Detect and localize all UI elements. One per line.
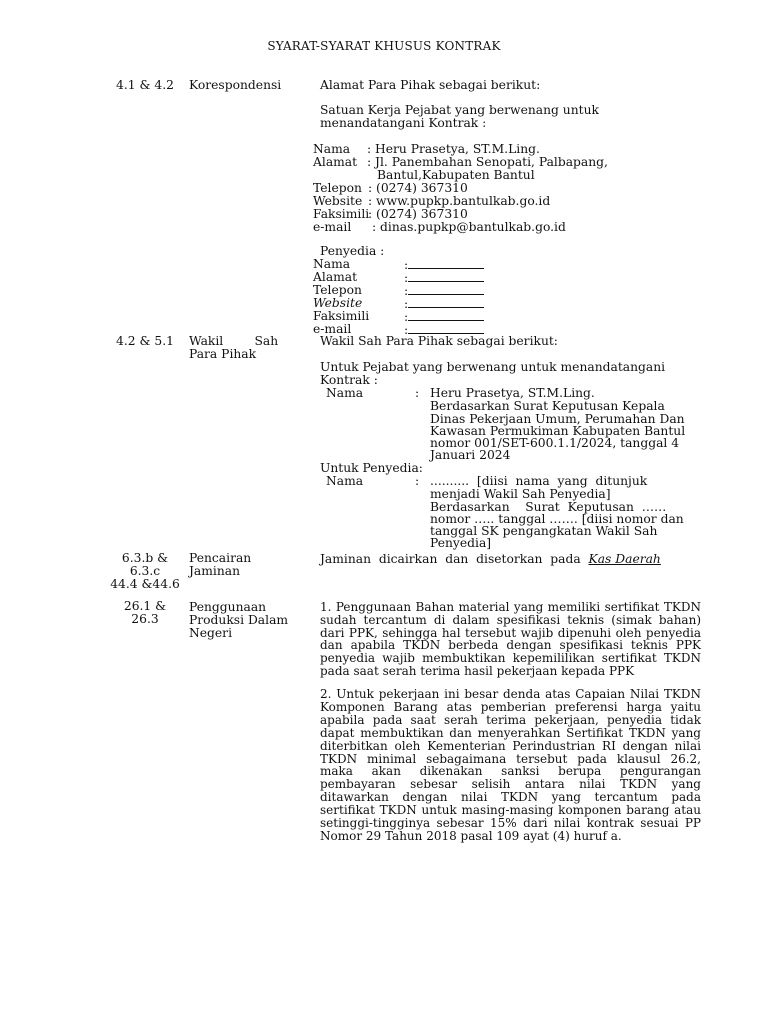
ppk-telepon-value: : (0274) 367310 (368, 181, 468, 195)
wakil-penyedia-line: menjadi Wakil Sah Penyedia] (430, 487, 611, 501)
ppk-alamat-label: Alamat (313, 155, 358, 169)
clause-number: 6.3.b & (121, 551, 169, 565)
ppk-nama-label: Nama (313, 142, 351, 156)
wakil-penyedia-line: .......... [diisi nama yang ditunjuk (430, 474, 648, 488)
wakil-ppk-basis: Januari 2024 (430, 448, 511, 462)
wakil-ppk-basis: nomor 001/SET-600.1.1/2024, tanggal 4 (430, 436, 680, 450)
clause-label: Korespondensi (189, 78, 282, 92)
wakil-colon: : (415, 474, 420, 488)
clause-number: 6.3.c (129, 564, 161, 578)
clause-label: Jaminan (189, 564, 241, 578)
wakil-ppk-name: Heru Prasetya, ST.M.Ling. (430, 386, 595, 400)
clause-number: 44.4 &44.6 (110, 577, 180, 591)
penyedia-website-label: Website (313, 296, 363, 310)
ppk-website-value: : www.pupkp.bantulkab.go.id (368, 194, 551, 208)
penyedia-alamat-label: Alamat (313, 270, 358, 284)
clause-label: Para Pihak (189, 347, 257, 361)
tkdn-paragraph-1: 1. Penggunaan Bahan material yang memiliki sertifikat TKDN sudah tercantum di dalam spesifikasi teknis (simak bahan) dari PPK, sehingga hal tersebut wajib dipenuhi oleh penyedia dan apabila TKDN berbeda dengan spesifikasi teknis PPK penyedia wajib membuktikan kepemililikan sertifikat TKDN pada saat serah terima hasil pekerjaan kepada PPK (320, 600, 701, 678)
wakil-ppk-line: Untuk Pejabat yang berwenang untuk menandatangani (320, 360, 666, 374)
blank-field: : (404, 271, 484, 285)
clause-number: 26.1 & (123, 599, 167, 613)
ppk-email-value: : dinas.pupkp@bantulkab.go.id (372, 220, 566, 234)
ppk-email-label: e-mail (313, 220, 352, 234)
penyedia-heading: Penyedia : (320, 244, 385, 258)
clause-label: Wakil Sah (189, 334, 279, 348)
ppk-faksimili-label: Faksimili (313, 207, 370, 221)
kas-daerah: Kas Daerah (588, 552, 661, 566)
clause-label: Negeri (189, 626, 232, 640)
ppk-alamat-value: Bantul,Kabupaten Bantul (377, 168, 535, 182)
wakil-ppk-basis: Dinas Pekerjaan Umum, Perumahan Dan (430, 412, 685, 426)
blank-field: : (404, 310, 484, 324)
wakil-penyedia-line: nomor ….. tanggal ……. [diisi nomor dan (430, 512, 684, 526)
penyedia-email-label: e-mail (313, 322, 352, 336)
wakil-penyedia-line: tanggal SK pengangkatan Wakil Sah (430, 524, 658, 538)
clause-label: Penggunaan (189, 600, 267, 614)
blank-field: : (404, 284, 484, 298)
penyedia-faksimili-label: Faksimili (313, 309, 370, 323)
wakil-ppk-line: Kontrak : (320, 373, 378, 387)
wakil-penyedia-line: Penyedia] (430, 536, 492, 550)
blank-field: : (404, 258, 484, 272)
ppk-nama-value: : Heru Prasetya, ST.M.Ling. (367, 142, 540, 156)
wakil-nama-label: Nama (326, 386, 364, 400)
wakil-colon: : (415, 386, 420, 400)
blank-field: : (404, 323, 484, 337)
wakil-penyedia-heading: Untuk Penyedia: (320, 461, 423, 475)
clause-label: Pencairan (189, 551, 252, 565)
wakil-ppk-basis: Berdasarkan Surat Keputusan Kepala (430, 399, 665, 413)
ppk-website-label: Website (313, 194, 363, 208)
penyedia-telepon-label: Telepon (313, 283, 362, 297)
clause-number: 4.1 & 4.2 (116, 78, 174, 92)
clause-number: 4.2 & 5.1 (116, 334, 174, 348)
wakil-intro: Wakil Sah Para Pihak sebagai berikut: (320, 334, 558, 348)
ppk-telepon-label: Telepon (313, 181, 362, 195)
ppk-faksimili-value: : (0274) 367310 (368, 207, 468, 221)
satker-line: Satuan Kerja Pejabat yang berwenang untuk (320, 103, 599, 117)
satker-line: menandatangani Kontrak : (320, 116, 487, 130)
clause-number: 26.3 (131, 612, 159, 626)
wakil-nama-label: Nama (326, 474, 364, 488)
document-title: SYARAT-SYARAT KHUSUS KONTRAK (267, 39, 501, 53)
jaminan-text: Jaminan dicairkan dan disetorkan pada Kas Daerah (320, 552, 661, 566)
penyedia-nama-label: Nama (313, 257, 351, 271)
wakil-penyedia-line: Berdasarkan Surat Keputusan …… (430, 500, 667, 514)
ppk-alamat-value: : Jl. Panembahan Senopati, Palbapang, (367, 155, 608, 169)
correspondence-intro: Alamat Para Pihak sebagai berikut: (320, 78, 541, 92)
clause-label: Produksi Dalam (189, 613, 289, 627)
wakil-ppk-basis: Kawasan Permukiman Kabupaten Bantul (430, 424, 686, 438)
blank-field: : (404, 297, 484, 311)
tkdn-paragraph-2: 2. Untuk pekerjaan ini besar denda atas Capaian Nilai TKDN Komponen Barang atas pemberian preferensi harga yaitu apabila pada saat serah terima pekerjaan, penyedia tidak dapat membuktikan dan menyerahkan Sertifikat TKDN yang diterbitkan oleh Kementerian Perindustrian RI dengan nilai TKDN minimal sebagaimana tersebut pada klausul 26.2, maka akan dikenakan sanksi berupa pengurangan pembayaran sebesar selisih antara nilai TKDN yang ditawarkan dengan nilai TKDN yang tercantum pada sertifikat TKDN untuk masing-masing komponen barang atau setinggi-tingginya sebesar 15% dari nilai kontrak sesuai PP Nomor 29 Tahun 2018 pasal 109 ayat (4) huruf a. (320, 687, 701, 843)
